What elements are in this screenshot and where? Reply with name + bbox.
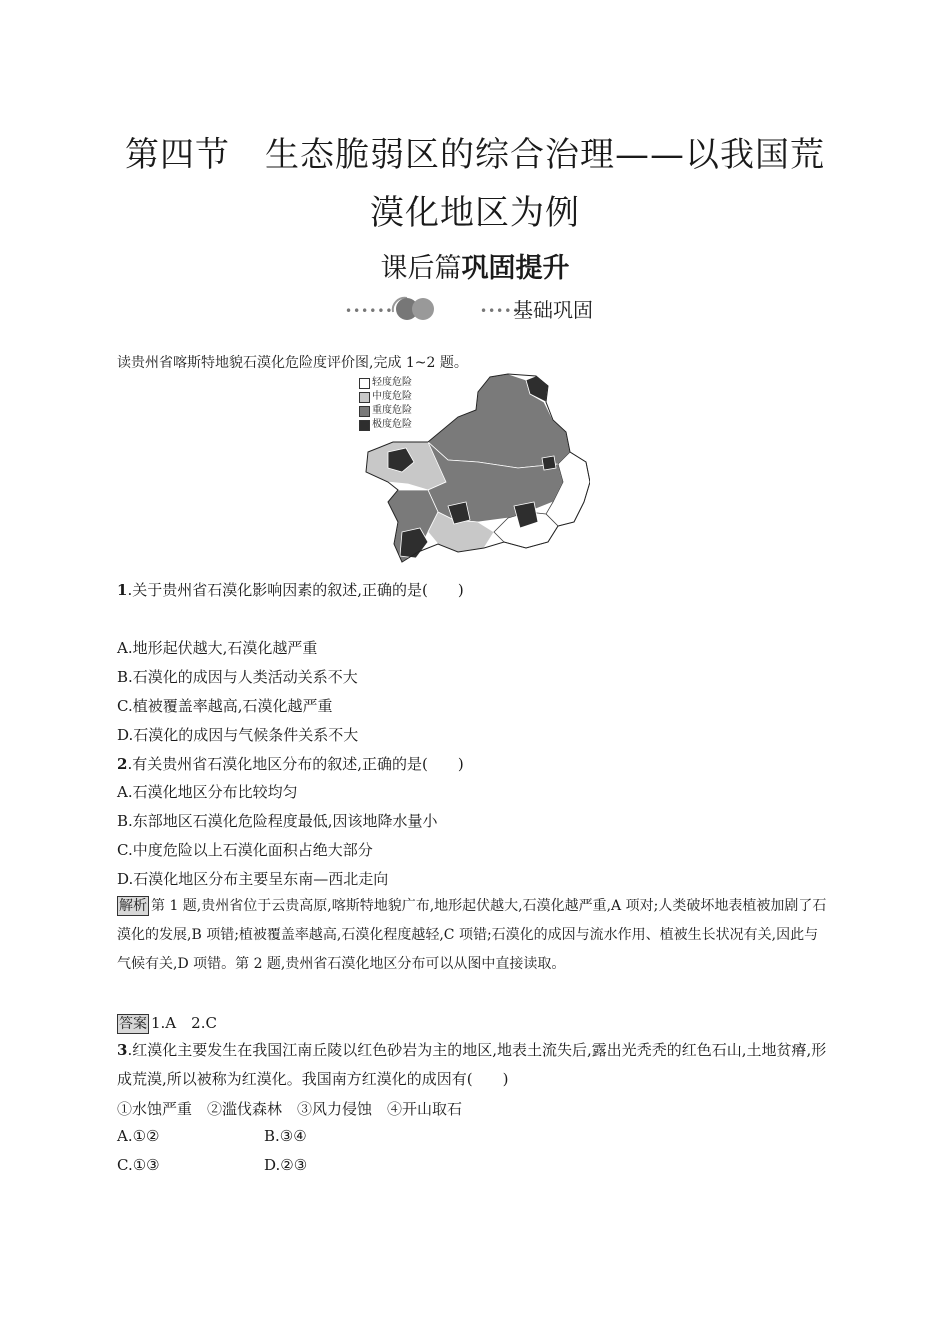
legend-label: 重度危险 <box>372 405 412 416</box>
intro-text: 读贵州省喀斯特地貌石漠化危险度评价图,完成 1~2 题。 <box>117 355 468 371</box>
q2-option-d: D.石漠化地区分布主要呈东南—西北走向 <box>117 870 389 888</box>
section-header <box>345 292 615 324</box>
page-subtitle <box>0 246 950 285</box>
q1-option-b: B.石漠化的成因与人类活动关系不大 <box>117 668 358 686</box>
section-label: 基础巩固 <box>513 298 593 322</box>
legend-label: 极度危险 <box>372 419 412 430</box>
analysis-text: 第 1 题,贵州省位于云贵高原,喀斯特地貌广布,地形起伏越大,石漠化越严重,A 项对;人类破坏地表植被加剧了石漠化的发展,B 项错;植被覆盖率越高,石漠化程度越轻,C 项错;石漠化的成因与流水作用、植被生长状况有关,因此与气候有关,D 项错。第 2 题,贵州省石漠化地区分布可以从图中直接读取。 <box>117 898 827 972</box>
legend-item <box>359 376 412 390</box>
legend-item <box>359 404 412 418</box>
analysis-block <box>117 892 832 979</box>
answer-block <box>117 1012 217 1034</box>
analysis-tag: 解析 <box>119 898 147 914</box>
question-3-stem: 3.红漠化主要发生在我国江南丘陵以红色砂岩为主的地区,地表土流失后,露出光秃秃的红色石山,土地贫瘠,形成荒漠,所以被称为红漠化。我国南方红漠化的成因有( ) <box>117 1041 827 1088</box>
q3-option-b: B.③④ <box>264 1127 307 1145</box>
q3-option-a: A.①② <box>117 1127 160 1145</box>
legend-swatch-light <box>359 378 370 389</box>
answer-text: 1.A 2.C <box>151 1014 217 1032</box>
q1-option-a: A.地形起伏越大,石漠化越严重 <box>117 639 318 657</box>
subtitle-bold: 巩固提升 <box>461 253 570 284</box>
legend-swatch-heavy <box>359 406 370 417</box>
legend-item <box>359 418 412 432</box>
question-1-stem: 1.关于贵州省石漠化影响因素的叙述,正确的是( ) <box>117 581 464 599</box>
q3-option-c: C.①③ <box>117 1156 160 1174</box>
q1-option-c: C.植被覆盖率越高,石漠化越严重 <box>117 697 333 715</box>
question-2-stem: 2.有关贵州省石漠化地区分布的叙述,正确的是( ) <box>117 755 464 773</box>
legend-label: 中度危险 <box>372 391 412 402</box>
q2-option-a: A.石漠化地区分布比较均匀 <box>117 783 298 801</box>
legend-swatch-extreme <box>359 420 370 431</box>
legend-swatch-medium <box>359 392 370 403</box>
section-icon <box>385 292 445 324</box>
map-region-northwest <box>428 374 570 468</box>
q3-items: ①水蚀严重 ②滥伐森林 ③风力侵蚀 ④开山取石 <box>117 1100 463 1118</box>
dots-left: •••••• <box>345 304 394 318</box>
subtitle-normal: 课后篇 <box>380 253 462 284</box>
page-title-line1: 第四节 生态脆弱区的综合治理——以我国荒 <box>125 135 825 175</box>
answer-tag: 答案 <box>119 1016 147 1032</box>
q2-option-b: B.东部地区石漠化危险程度最低,因该地降水量小 <box>117 812 438 830</box>
map-region-east-dark <box>542 456 556 470</box>
legend-label: 轻度危险 <box>372 377 412 388</box>
q2-option-c: C.中度危险以上石漠化面积占绝大部分 <box>117 841 373 859</box>
dots-right: ••••• <box>480 304 521 318</box>
page-title-line2: 漠化地区为例 <box>370 193 580 233</box>
q3-option-d: D.②③ <box>264 1156 308 1174</box>
legend-item <box>359 390 412 404</box>
q1-option-d: D.石漠化的成因与气候条件关系不大 <box>117 726 359 744</box>
map-legend <box>359 376 412 432</box>
